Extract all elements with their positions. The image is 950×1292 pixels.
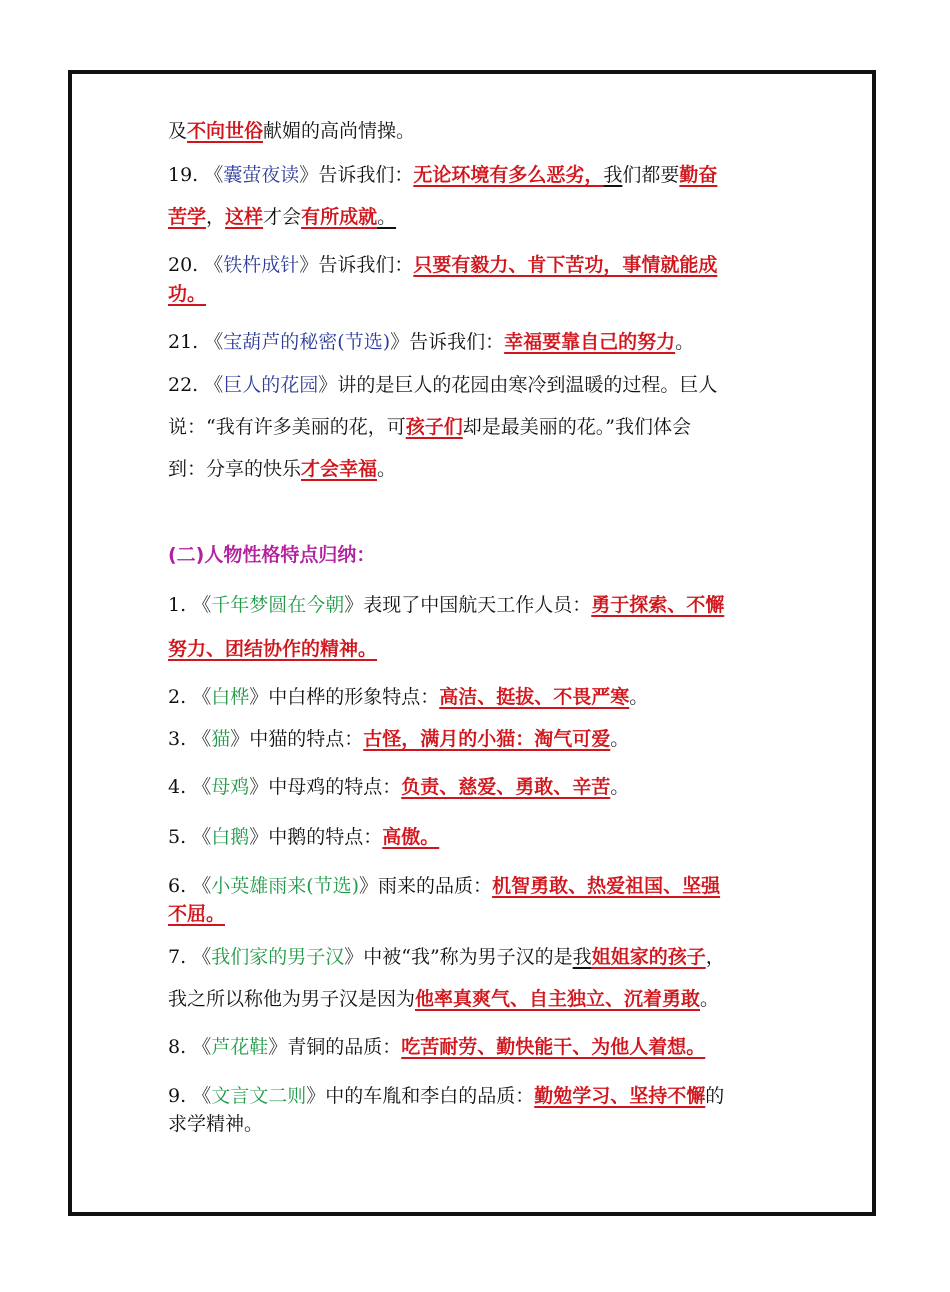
- text: ，: [705, 946, 725, 968]
- text: 。: [377, 458, 397, 480]
- bracket-open: 《: [192, 594, 212, 616]
- lesson-title: 小英雄雨来(节选): [211, 875, 360, 897]
- text: 。: [610, 776, 630, 798]
- highlight: 勤勉学习、坚持不懈: [534, 1085, 706, 1107]
- item-22-line-2: [168, 413, 691, 441]
- bracket-open: 《: [204, 331, 224, 353]
- bracket-open: 《: [192, 1085, 212, 1107]
- bracket-close: 》: [299, 164, 319, 186]
- text: 及: [168, 120, 188, 142]
- trait-3: [168, 725, 629, 753]
- bracket-open: 《: [192, 686, 212, 708]
- bracket-close: 》: [390, 331, 410, 353]
- text: 青铜的品质：: [287, 1036, 402, 1058]
- bracket-close: 》: [318, 374, 338, 396]
- item-number: 6.: [168, 875, 187, 897]
- bracket-close: 》: [299, 254, 319, 276]
- highlight: 孩子们: [405, 416, 463, 438]
- underlined-text: 我: [603, 164, 623, 186]
- highlight: 机智勇敢、热爱祖国、坚强: [492, 875, 721, 897]
- text: 。: [629, 686, 649, 708]
- bracket-open: 《: [192, 826, 212, 848]
- highlight: 不屈。: [168, 903, 226, 925]
- underlined-text: 我: [572, 946, 592, 968]
- highlight: 勇于探索、不懈: [591, 594, 725, 616]
- highlight: 功。: [168, 283, 207, 305]
- text: 却是最美丽的花。”我们体会: [462, 416, 691, 438]
- text: 说：“我有许多美丽的花，可: [168, 416, 406, 438]
- trait-2: [168, 683, 648, 711]
- lesson-title: 母鸡: [211, 776, 250, 798]
- text: 讲的是巨人的花园由寒冷到温暖的过程。巨人: [337, 374, 718, 396]
- text: 告诉我们：: [318, 164, 414, 186]
- bracket-open: 《: [192, 728, 212, 750]
- trait-6-line-1: [168, 872, 720, 900]
- text: 表现了中国航天工作人员：: [363, 594, 592, 616]
- trait-8: [168, 1033, 705, 1061]
- bracket-open: 《: [204, 374, 224, 396]
- lesson-title: 宝葫芦的秘密(节选): [223, 331, 391, 353]
- item-22-line-1: [168, 371, 717, 399]
- underlined-text: 。: [377, 206, 397, 228]
- text: 。: [700, 988, 720, 1010]
- text: 中母鸡的特点：: [268, 776, 402, 798]
- bracket-close: 》: [249, 776, 269, 798]
- text: 献媚的高尚情操。: [263, 120, 416, 142]
- text: 中白桦的形象特点：: [268, 686, 440, 708]
- text: 告诉我们：: [318, 254, 414, 276]
- lesson-title: 我们家的男子汉: [211, 946, 345, 968]
- item-number: 5.: [168, 826, 187, 848]
- trait-9-line-1: [168, 1082, 724, 1110]
- highlight: 吃苦耐劳、勤快能干、为他人着想。: [401, 1036, 706, 1058]
- trait-7-line-2: [168, 985, 719, 1013]
- lesson-title: 芦花鞋: [211, 1036, 269, 1058]
- highlight: 有所成就: [301, 206, 378, 228]
- lesson-title: 白鹅: [211, 826, 250, 848]
- lesson-title: 白桦: [211, 686, 250, 708]
- highlight: 苦学: [168, 206, 207, 228]
- text: 。: [610, 728, 630, 750]
- text: 求学精神。: [168, 1113, 264, 1135]
- item-number: 1.: [168, 594, 187, 616]
- bracket-close: 》: [230, 728, 250, 750]
- item-number: 9.: [168, 1085, 187, 1107]
- bracket-close: 》: [344, 946, 364, 968]
- trait-7-line-1: [168, 943, 725, 971]
- text: 雨来的品质：: [378, 875, 493, 897]
- lesson-title: 巨人的花园: [223, 374, 319, 396]
- text: 的: [705, 1085, 725, 1107]
- highlight: 不向世俗: [187, 120, 264, 142]
- bracket-open: 《: [192, 776, 212, 798]
- section-heading: (二)人物性格特点归纳：: [168, 544, 376, 566]
- highlight: 古怪，满月的小猫：淘气可爱: [363, 728, 611, 750]
- item-20-line-1: [168, 251, 717, 279]
- text: 们都要: [622, 164, 680, 186]
- text: ，: [206, 206, 226, 228]
- item-number: 20.: [168, 254, 199, 276]
- trait-5: [168, 823, 439, 851]
- lesson-title: 千年梦圆在今朝: [211, 594, 345, 616]
- text: 中猫的特点：: [249, 728, 364, 750]
- item-number: 3.: [168, 728, 187, 750]
- bracket-close: 》: [249, 826, 269, 848]
- highlight: 只要有毅力、肯下苦功，事情就能成: [413, 254, 718, 276]
- item-number: 8.: [168, 1036, 187, 1058]
- line-18-continuation: [168, 117, 415, 145]
- text: 到：分享的快乐: [168, 458, 302, 480]
- bracket-close: 》: [249, 686, 269, 708]
- text: 中被“我”称为男子汉的是: [363, 946, 573, 968]
- item-number: 7.: [168, 946, 187, 968]
- item-20-line-2: [168, 280, 206, 308]
- item-19-line-1: [168, 161, 717, 189]
- bracket-open: 《: [192, 946, 212, 968]
- trait-9-line-2: [168, 1110, 263, 1138]
- lesson-title: 囊萤夜读: [223, 164, 300, 186]
- bracket-open: 《: [204, 254, 224, 276]
- text: 才会: [263, 206, 302, 228]
- item-21: [168, 328, 694, 356]
- text: 我之所以称他为男子汉是因为: [168, 988, 416, 1010]
- bracket-close: 》: [344, 594, 364, 616]
- text: 告诉我们：: [409, 331, 505, 353]
- bracket-open: 《: [192, 875, 212, 897]
- lesson-title: 铁杵成针: [223, 254, 300, 276]
- text: 。: [675, 331, 695, 353]
- highlight: 姐姐家的孩子: [591, 946, 706, 968]
- text: 中鹅的特点：: [268, 826, 383, 848]
- highlight: 高洁、挺拔、不畏严寒: [439, 686, 630, 708]
- lesson-title: 文言文二则: [211, 1085, 307, 1107]
- item-number: 21.: [168, 331, 199, 353]
- highlight: 才会幸福: [301, 458, 378, 480]
- highlight: 负责、慈爱、勇敢、辛苦: [401, 776, 611, 798]
- highlight: 勤奋: [679, 164, 718, 186]
- bracket-open: 《: [192, 1036, 212, 1058]
- highlight: 高傲。: [382, 826, 440, 848]
- trait-4: [168, 773, 629, 801]
- item-number: 19.: [168, 164, 199, 186]
- highlight: 这样: [225, 206, 264, 228]
- item-19-line-2: [168, 203, 396, 231]
- trait-6-line-2: [168, 900, 225, 928]
- item-22-line-3: [168, 455, 396, 483]
- highlight: 努力、团结协作的精神。: [168, 638, 378, 660]
- text: 中的车胤和李白的品质：: [325, 1085, 535, 1107]
- bracket-close: 》: [268, 1036, 288, 1058]
- trait-1-line-2: [168, 635, 377, 663]
- item-number: 22.: [168, 374, 199, 396]
- bracket-open: 《: [204, 164, 224, 186]
- highlight: 他率真爽气、自主独立、沉着勇敢: [415, 988, 701, 1010]
- highlight: 无论环境有多么恶劣，: [413, 164, 604, 186]
- bracket-close: 》: [359, 875, 379, 897]
- lesson-title: 猫: [211, 728, 231, 750]
- highlight: 幸福要靠自己的努力: [504, 331, 676, 353]
- item-number: 4.: [168, 776, 187, 798]
- trait-1-line-1: [168, 591, 724, 619]
- item-number: 2.: [168, 686, 187, 708]
- bracket-close: 》: [306, 1085, 326, 1107]
